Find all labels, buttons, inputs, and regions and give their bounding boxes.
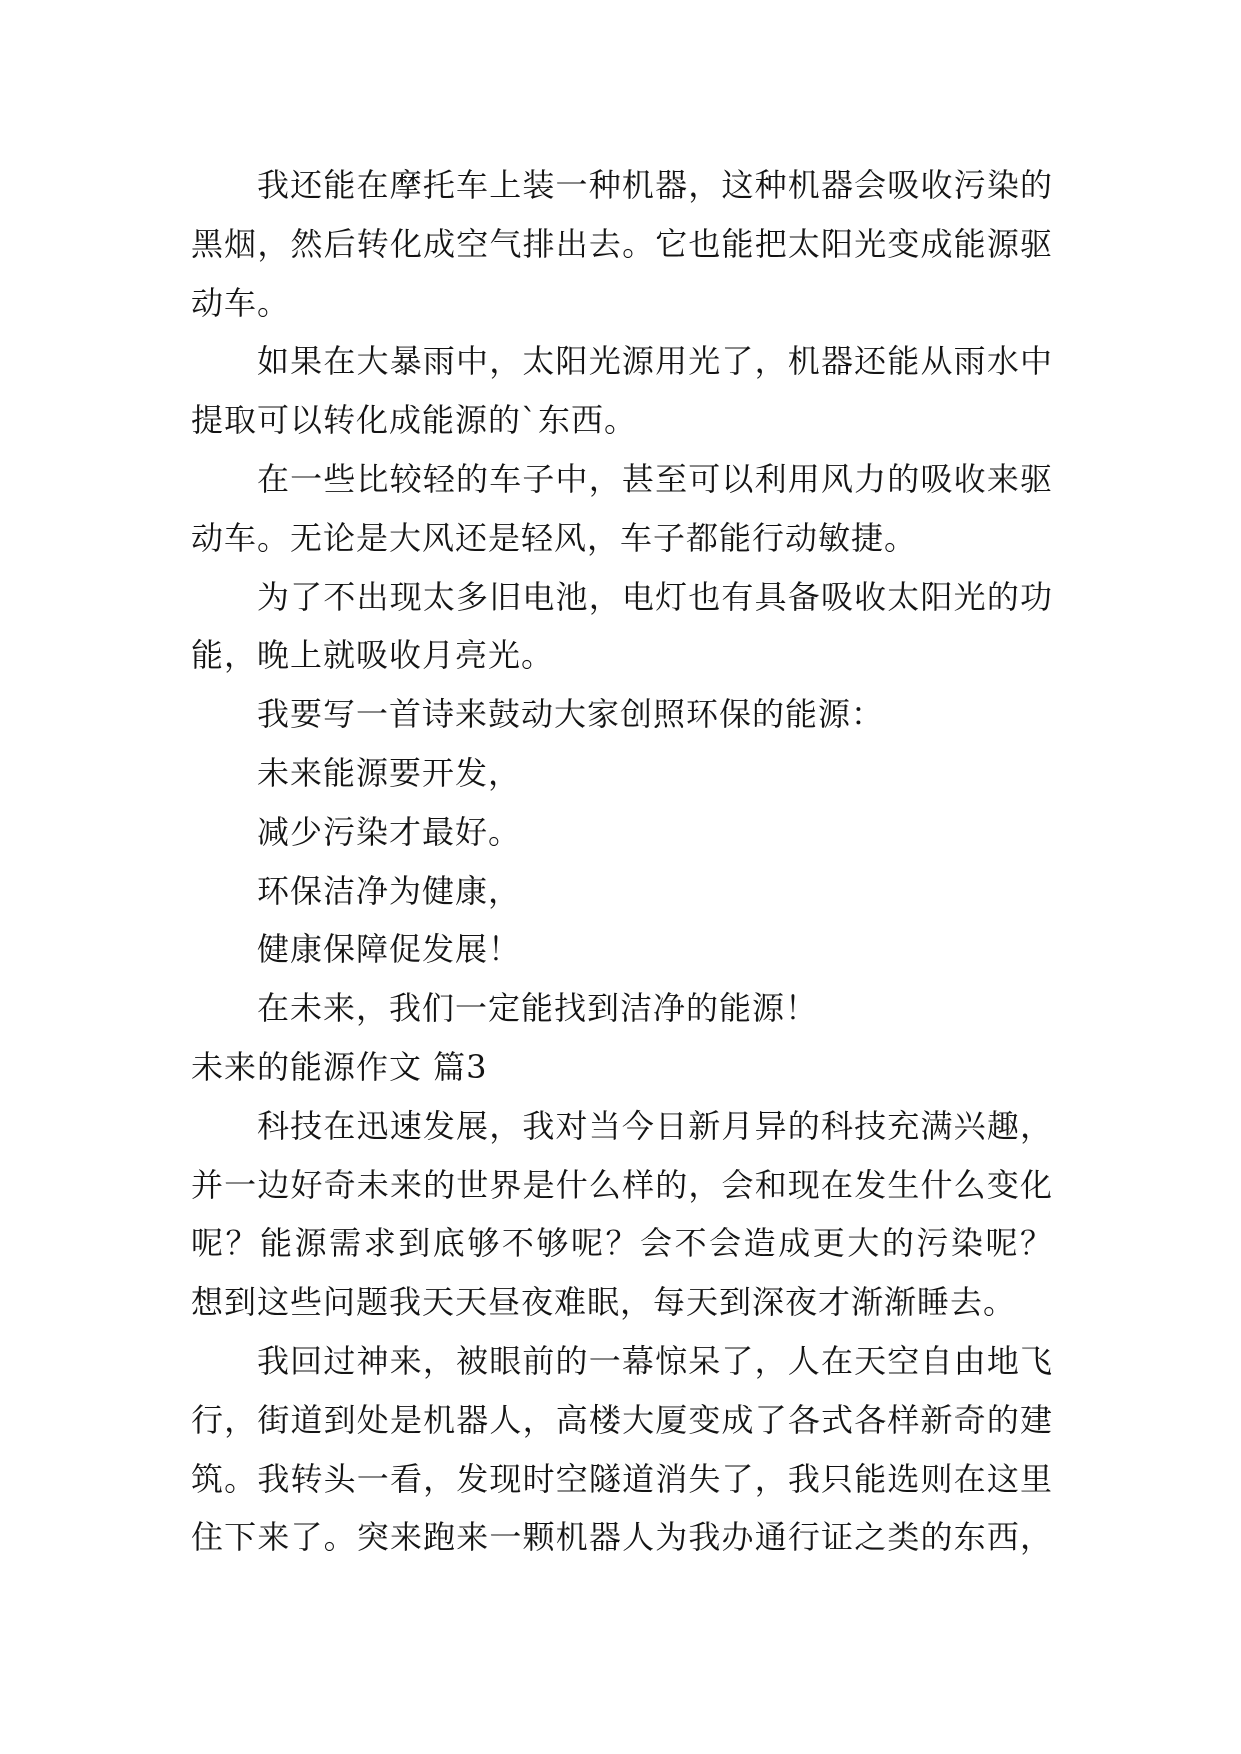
- paragraph: [191, 450, 1053, 568]
- paragraph: [191, 568, 1053, 686]
- poem-line: 环保洁净为健康，: [257, 871, 522, 910]
- poem: [191, 744, 1053, 979]
- paragraph-line: 我还能在摩托车上装一种机器，这种机器会吸收污染的: [257, 166, 1053, 204]
- section-heading-wrapper: [191, 1038, 1053, 1097]
- closing-paragraph: [191, 979, 1053, 1038]
- paragraph-line: 提取可以转化成能源的`东西。: [191, 401, 638, 440]
- poem-intro-paragraph: [191, 685, 1053, 744]
- paragraph-line: 动车。: [191, 283, 291, 322]
- paragraph-line: 黑烟，然后转化成空气排出去。它也能把太阳光变成能源驱: [191, 224, 1053, 263]
- poem-line: 减少污染才最好。: [257, 812, 522, 851]
- paragraph-line: 在一些比较轻的车子中，甚至可以利用风力的吸收来驱: [257, 459, 1053, 498]
- paragraph-line: 科技在迅速发展，我对当今日新月异的科技充满兴趣，: [257, 1106, 1053, 1145]
- paragraph: [191, 1332, 1053, 1567]
- paragraph-line: 如果在大暴雨中，太阳光源用光了，机器还能从雨水中: [257, 342, 1053, 381]
- paragraph-line: 想到这些问题我天天昼夜难眠，每天到深夜才渐渐睡去。: [191, 1283, 1017, 1322]
- poem-line: 健康保障促发展！: [257, 930, 522, 969]
- paragraph-line: 并一边好奇未来的世界是什么样的，会和现在发生什么变化: [191, 1165, 1053, 1204]
- paragraph-line: 我回过神来，被眼前的一幕惊呆了，人在天空自由地飞: [257, 1341, 1053, 1380]
- paragraph-line: 呢？能源需求到底够不够呢？会不会造成更大的污染呢？: [191, 1224, 1053, 1263]
- document-body: [191, 156, 1053, 1567]
- poem-line: 未来能源要开发，: [257, 753, 522, 792]
- paragraph-line: 住下来了。突来跑来一颗机器人为我办通行证之类的东西，: [191, 1518, 1053, 1557]
- paragraph-line: 动车。无论是大风还是轻风，车子都能行动敏捷。: [191, 518, 918, 557]
- closing-line: 在未来，我们一定能找到洁净的能源！: [257, 989, 819, 1028]
- poem-intro: 我要写一首诗来鼓动大家创照环保的能源：: [257, 695, 885, 734]
- paragraph-line: 筑。我转头一看，发现时空隧道消失了，我只能选则在这里: [191, 1459, 1053, 1498]
- section-heading: 未来的能源作文 篇3: [191, 1047, 488, 1086]
- paragraph: [191, 156, 1053, 332]
- paragraph-line: 为了不出现太多旧电池，电灯也有具备吸收太阳光的功: [257, 577, 1053, 616]
- paragraph-line: 能，晚上就吸收月亮光。: [191, 636, 555, 675]
- paragraph-line: 行，街道到处是机器人，高楼大厦变成了各式各样新奇的建: [191, 1400, 1053, 1439]
- paragraph: [191, 332, 1053, 450]
- paragraph: [191, 1097, 1053, 1332]
